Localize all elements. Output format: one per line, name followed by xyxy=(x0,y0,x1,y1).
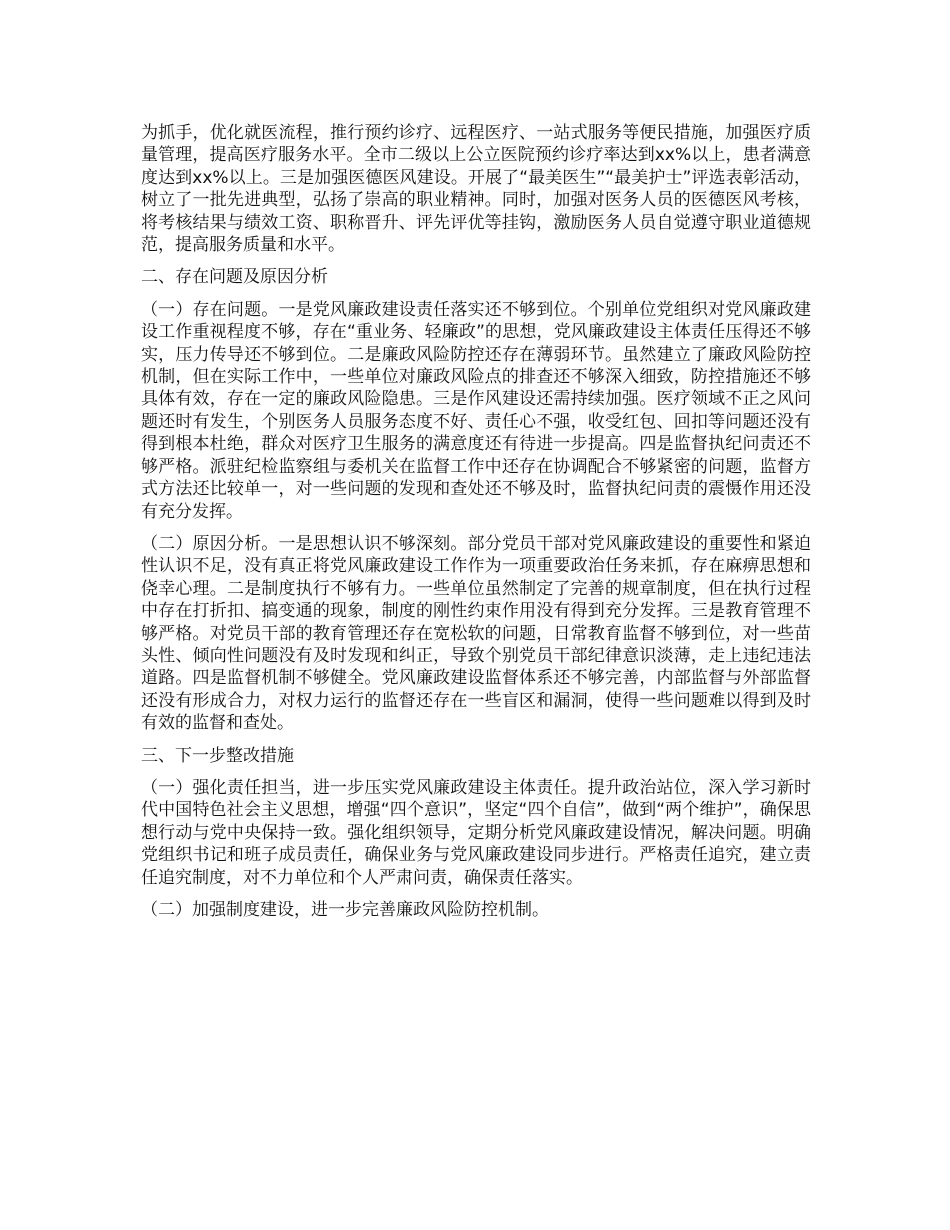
paragraph-service-improvement: 为抓手，优化就医流程，推行预约诊疗、远程医疗、一站式服务等便民措施，加强医疗质量管理，提高医疗服务水平。全市二级以上公立医院预约诊疗率达到xx%以上，患者满意度达到xx%以上。三是加强医德医风建设。开展了“最美医生”“最美护士”评选表彰活动，树立了一批先进典型，弘扬了崇高的职业精神。同时，加强对医务人员的医德医风考核，将考核结果与绩效工资、职称晋升、评先评优等挂钩，激励医务人员自觉遵守职业道德规范，提高服务质量和水平。 xyxy=(141,123,811,256)
document-page xyxy=(141,122,811,931)
paragraph-cause-analysis: （二）原因分析。一是思想认识不够深刻。部分党员干部对党风廉政建设的重要性和紧迫性认识不足，没有真正将党风廉政建设工作作为一项重要政治任务来抓，存在麻痹思想和侥幸心理。二是制度执行不够有力。一些单位虽然制定了完善的规章制度，但在执行过程中存在打折扣、搞变通的现象，制度的刚性约束作用没有得到充分发挥。三是教育管理不够严格。对党员干部的教育管理还存在宽松软的问题，日常教育监督不够到位，对一些苗头性、倾向性问题没有及时发现和纠正，导致个别党员干部纪律意识淡薄，走上违纪违法道路。四是监督机制不够健全。党风廉政建设监督体系还不够完善，内部监督与外部监督还没有形成合力，对权力运行的监督还存在一些盲区和漏洞，使得一些问题难以得到及时有效的监督和查处。 xyxy=(141,533,811,734)
section-heading-problems: 二、存在问题及原因分析 xyxy=(141,267,328,288)
paragraph-strengthen-system: （二）加强制度建设，进一步完善廉政风险防控机制。 xyxy=(141,900,549,920)
paragraph-strengthen-responsibility: （一）强化责任担当，进一步压实党风廉政建设主体责任。提升政治站位，深入学习新时代中国特色社会主义思想，增强“四个意识”，坚定“四个自信”，做到“两个维护”，确保思想行动与党中央保持一致。强化组织领导，定期分析党风廉政建设情况，解决问题。明确党组织书记和班子成员责任，确保业务与党风廉政建设同步进行。严格责任追究，建立责任追究制度，对不力单位和个人严肃问责，确保责任落实。 xyxy=(141,777,811,888)
section-heading-rectification: 三、下一步整改措施 xyxy=(141,745,294,766)
paragraph-existing-problems: （一）存在问题。一是党风廉政建设责任落实还不够到位。个别单位党组织对党风廉政建设工作重视程度不够，存在“重业务、轻廉政”的思想，党风廉政建设主体责任压得还不够实，压力传导还不够到位。二是廉政风险防控还存在薄弱环节。虽然建立了廉政风险防控机制，但在实际工作中，一些单位对廉政风险点的排查还不够深入细致，防控措施还不够具体有效，存在一定的廉政风险隐患。三是作风建设还需持续加强。医疗领域不正之风问题还时有发生，个别医务人员服务态度不好、责任心不强，收受红包、回扣等问题还没有得到根本杜绝，群众对医疗卫生服务的满意度还有待进一步提高。四是监督执纪问责还不够严格。派驻纪检监察组与委机关在监督工作中还存在协调配合不够紧密的问题，监督方式方法还比较单一，对一些问题的发现和查处还不够及时，监督执纪问责的震慑作用还没有充分发挥。 xyxy=(141,299,811,522)
